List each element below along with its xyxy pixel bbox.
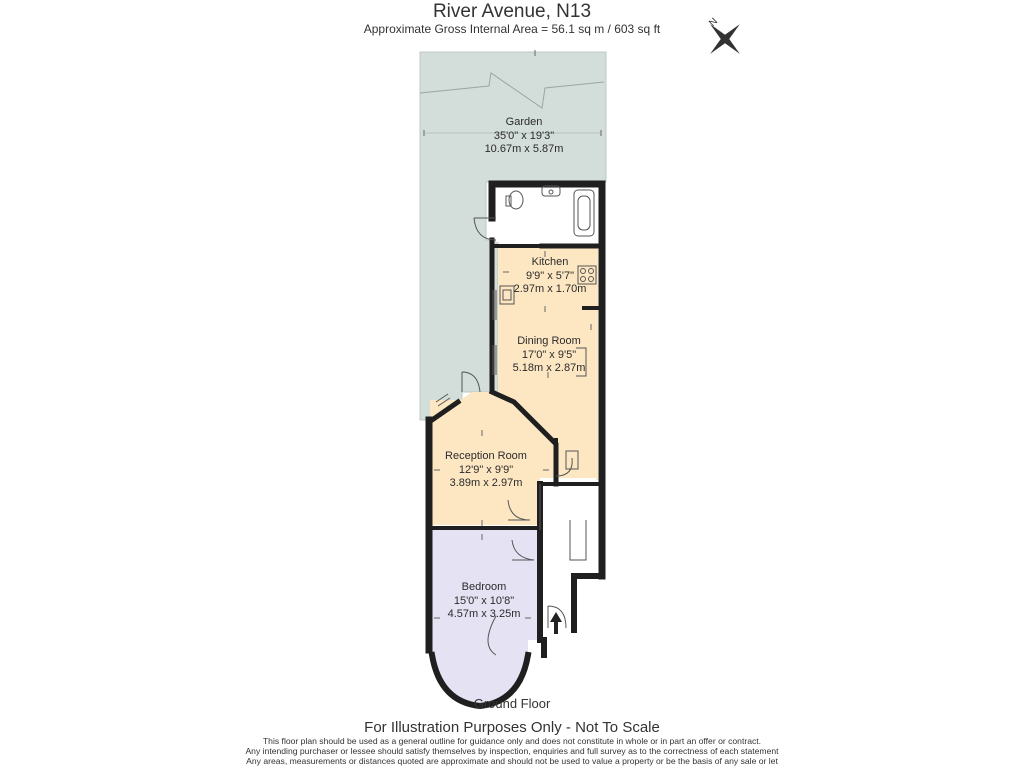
plan-title: River Avenue, N13 <box>432 1 592 22</box>
kitchen-name: Kitchen <box>531 256 569 268</box>
reception-room-name: Reception Room <box>445 450 527 462</box>
dining-room-name: Dining Room <box>517 335 581 347</box>
disclaimer-line: This floor plan should be used as a general outline for guidance only and does not constitute in whole or in part an offer or contract. <box>262 736 762 746</box>
garden-label <box>464 116 584 157</box>
bedroom-metric: 4.57m x 3.25m <box>447 608 521 620</box>
disclaimer-line: Any intending purchaser or lessee should satisfy themselves by inspection, enquiries and full survey as to the correctness of each statement <box>245 746 779 756</box>
kitchen-metric: 2.97m x 1.70m <box>513 283 587 295</box>
compass-north-letter: N <box>707 16 721 29</box>
garden-imperial: 35'0" x 19'3" <box>493 129 555 142</box>
disclaimer-line: Any areas, measurements or distances quoted are approximate and should not be used to value a property or be the basis of any sale or let <box>246 756 778 766</box>
bedroom-label <box>424 581 544 622</box>
reception-room-label <box>426 450 546 491</box>
kitchen-label <box>490 256 610 297</box>
dining-room-metric: 5.18m x 2.87m <box>512 362 586 374</box>
garden-name: Garden <box>505 116 543 128</box>
bathroom <box>496 184 596 242</box>
dining-room-imperial: 17'0" x 9'5" <box>521 348 577 361</box>
bedroom-name: Bedroom <box>461 581 507 593</box>
reception-room-metric: 3.89m x 2.97m <box>449 477 523 489</box>
disclaimer-title: For Illustration Purposes Only - Not To Scale <box>364 719 660 736</box>
kitchen-imperial: 9'9" x 5'7" <box>525 269 575 282</box>
reception-room-imperial: 12'9" x 9'9" <box>458 463 514 476</box>
bedroom-imperial: 15'0" x 10'8" <box>453 594 515 607</box>
dining-room-label <box>489 335 609 376</box>
gross-area-subtitle: Approximate Gross Internal Area = 56.1 sq m / 603 sq ft <box>363 22 661 36</box>
floor-label: Ground Floor <box>473 696 551 711</box>
garden-metric: 10.67m x 5.87m <box>484 143 564 155</box>
